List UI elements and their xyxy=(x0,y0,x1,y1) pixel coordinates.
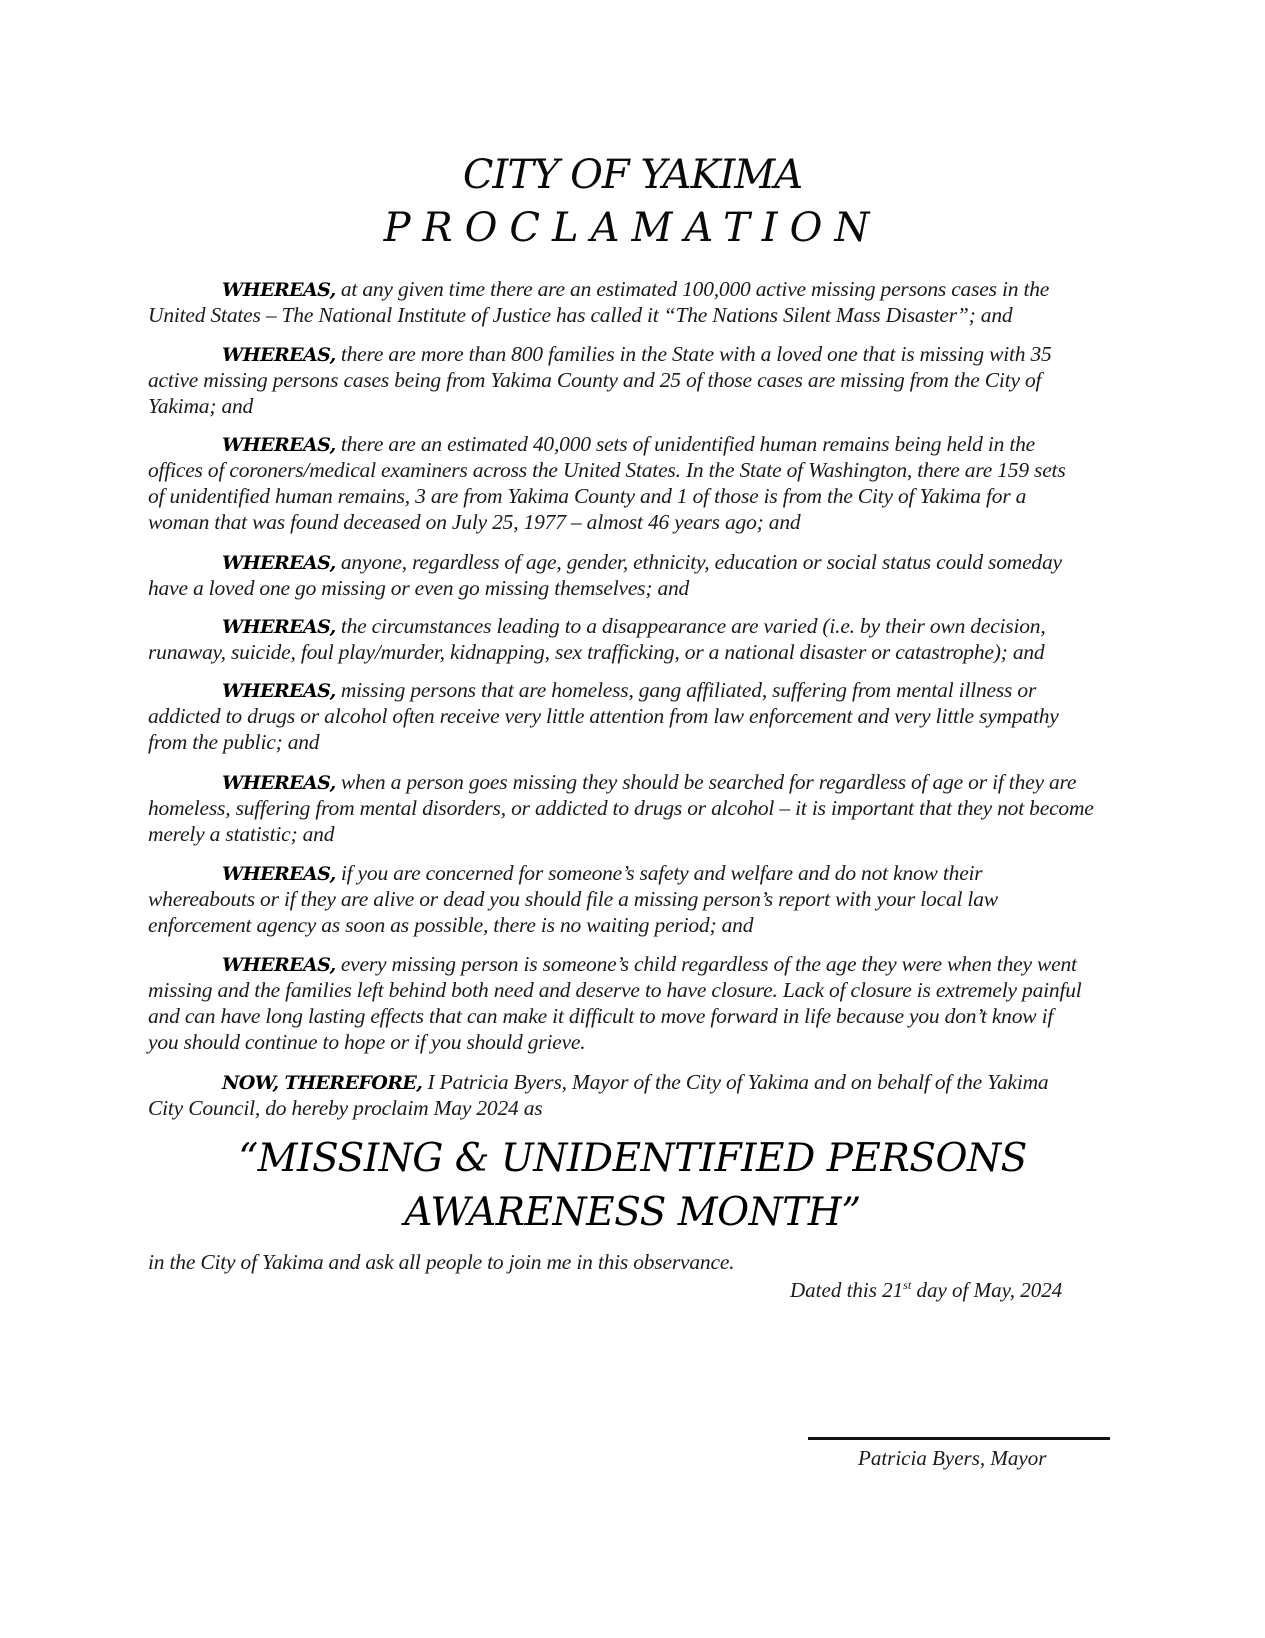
paragraph-9-line-2: missing and the families left behind both need and deserve to have closure. Lack of closure is extremely painful xyxy=(148,978,1082,1002)
paragraph-6-line-2: addicted to drugs or alcohol often receive very little attention from law enforcement and very little sympathy xyxy=(148,704,1059,728)
document-title-proclamation: PROCLAMATION xyxy=(383,205,882,251)
whereas-keyword: WHEREAS, xyxy=(222,772,336,794)
paragraph-5-line-2: runaway, suicide, foul play/murder, kidnapping, sex trafficking, or a national disaster or catastrophe); and xyxy=(148,640,1045,664)
paragraph-9-line-1: WHEREAS, every missing person is someone’s child regardless of the age they were when they went xyxy=(222,952,1077,976)
whereas-keyword: WHEREAS, xyxy=(222,434,336,456)
whereas-keyword: WHEREAS, xyxy=(222,552,336,574)
signature-name: Patricia Byers, Mayor xyxy=(858,1446,1047,1470)
whereas-keyword: WHEREAS, xyxy=(222,954,336,976)
whereas-keyword: WHEREAS, xyxy=(222,344,336,366)
paragraph-4-line-2: have a loved one go missing or even go missing themselves; and xyxy=(148,576,690,600)
closing-statement: in the City of Yakima and ask all people to join me in this observance. xyxy=(148,1250,735,1274)
paragraph-1-line-2: United States – The National Institute of Justice has called it “The Nations Silent Mass Disaster”; and xyxy=(148,303,1013,327)
signature-line xyxy=(808,1437,1110,1440)
paragraph-1-line-1: WHEREAS, at any given time there are an estimated 100,000 active missing persons cases in the xyxy=(222,277,1050,301)
paragraph-2-line-2: active missing persons cases being from Yakima County and 25 of those cases are missing from the City of xyxy=(148,368,1042,392)
whereas-keyword: WHEREAS, xyxy=(222,680,336,702)
paragraph-6-line-1: WHEREAS, missing persons that are homeless, gang affiliated, suffering from mental illness or xyxy=(222,678,1037,702)
now-therefore-line-2: City Council, do hereby proclaim May 2024 as xyxy=(148,1096,543,1120)
dated-line: Dated this 21st day of May, 2024 xyxy=(790,1278,1063,1302)
now-therefore-line-1: NOW, THEREFORE, I Patricia Byers, Mayor of the City of Yakima and on behalf of the Yakima xyxy=(222,1070,1049,1094)
paragraph-3-line-3: of unidentified human remains, 3 are from Yakima County and 1 of those is from the City of Yakima for a xyxy=(148,484,1027,508)
paragraph-8-line-2: whereabouts or if they are alive or dead you should file a missing person’s report with your local law xyxy=(148,887,998,911)
whereas-keyword: WHEREAS, xyxy=(222,279,336,301)
paragraph-7-line-3: merely a statistic; and xyxy=(148,822,335,846)
paragraph-3-line-2: offices of coroners/medical examiners across the United States. In the State of Washington, there are 159 sets xyxy=(148,458,1066,482)
paragraph-9-line-3: and can have long lasting effects that can make it difficult to move forward in life because you don’t know if xyxy=(148,1004,1054,1028)
paragraph-5-line-1: WHEREAS, the circumstances leading to a disappearance are varied (i.e. by their own decision, xyxy=(222,614,1046,638)
paragraph-3-line-4: woman that was found deceased on July 25, 1977 – almost 46 years ago; and xyxy=(148,510,801,534)
paragraph-2-line-3: Yakima; and xyxy=(148,394,254,418)
paragraph-7-line-2: homeless, suffering from mental disorders, or addicted to drugs or alcohol – it is important that they not become xyxy=(148,796,1094,820)
now-therefore-keyword: NOW, THEREFORE, xyxy=(222,1072,423,1094)
document-title-city: CITY OF YAKIMA xyxy=(462,152,803,198)
paragraph-7-line-1: WHEREAS, when a person goes missing they should be searched for regardless of age or if they are xyxy=(222,770,1077,794)
whereas-keyword: WHEREAS, xyxy=(222,616,336,638)
proclamation-heading-line-1: “MISSING & UNIDENTIFIED PERSONS xyxy=(238,1136,1027,1181)
proclamation-heading-line-2: AWARENESS MONTH” xyxy=(404,1190,861,1235)
paragraph-4-line-1: WHEREAS, anyone, regardless of age, gender, ethnicity, education or social status could someday xyxy=(222,550,1062,574)
paragraph-8-line-1: WHEREAS, if you are concerned for someone’s safety and welfare and do not know their xyxy=(222,861,983,885)
paragraph-3-line-1: WHEREAS, there are an estimated 40,000 sets of unidentified human remains being held in the xyxy=(222,432,1036,456)
paragraph-6-line-3: from the public; and xyxy=(148,730,320,754)
paragraph-9-line-4: you should continue to hope or if you should grieve. xyxy=(148,1030,586,1054)
paragraph-2-line-1: WHEREAS, there are more than 800 families in the State with a loved one that is missing with 35 xyxy=(222,342,1052,366)
paragraph-8-line-3: enforcement agency as soon as possible, there is no waiting period; and xyxy=(148,913,754,937)
whereas-keyword: WHEREAS, xyxy=(222,863,336,885)
